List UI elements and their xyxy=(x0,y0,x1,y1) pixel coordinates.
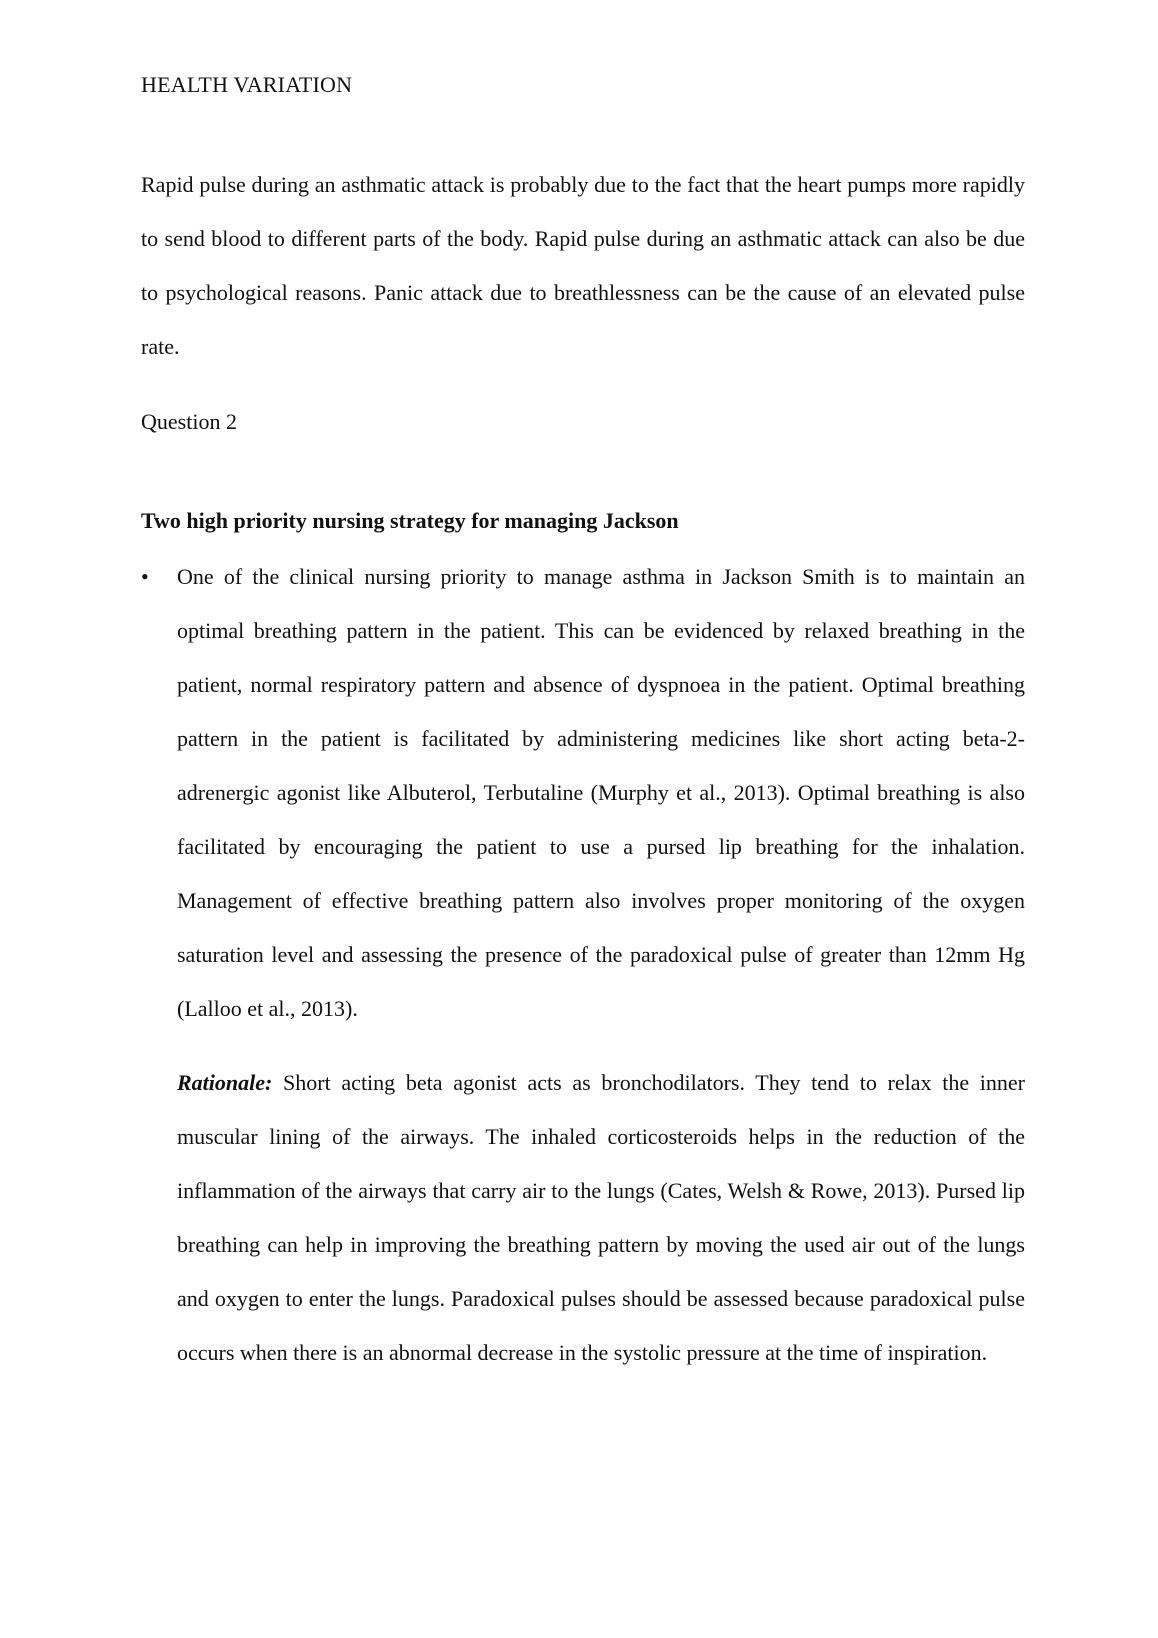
running-head: HEALTH VARIATION xyxy=(141,72,353,97)
bullet-icon: • xyxy=(141,564,149,589)
bullet-list xyxy=(141,550,1025,1036)
list-item xyxy=(141,550,1025,1036)
rationale-text: Short acting beta agonist acts as bronchodilators. They tend to relax the inner muscular lining of the airways. The inhaled corticosteroids helps in the reduction of the inflammation of the airways that carry air to the lungs (Cates, Welsh & Rowe, 2013). Pursed lip breathing can help in improving the breathing pattern by moving the used air out of the lungs and oxygen to enter the lungs. Paradoxical pulses should be assessed because paradoxical pulse occurs when there is an abnormal decrease in the systolic pressure at the time of inspiration. xyxy=(177,1070,1025,1365)
section-heading: Two high priority nursing strategy for managing Jackson xyxy=(141,508,679,533)
body-paragraph: Rapid pulse during an asthmatic attack is probably due to the fact that the heart pumps more rapidly to send blood to different parts of the body. Rapid pulse during an asthmatic attack can also be due to psychological reasons. Panic attack due to breathlessness can be the cause of an elevated pulse rate. xyxy=(141,172,1025,359)
list-item-text: One of the clinical nursing priority to manage asthma in Jackson Smith is to maintain an optimal breathing pattern in the patient. This can be evidenced by relaxed breathing in the patient, normal respiratory pattern and absence of dyspnoea in the patient. Optimal breathing pattern in the patient is facilitated by administering medicines like short acting beta-2-adrenergic agonist like Albuterol, Terbutaline (Murphy et al., 2013). Optimal breathing is also facilitated by encouraging the patient to use a pursed lip breathing for the inhalation. Management of effective breathing pattern also involves proper monitoring of the oxygen saturation level and assessing the presence of the paradoxical pulse of greater than 12mm Hg (Lalloo et al., 2013). xyxy=(177,564,1025,1021)
rationale-paragraph xyxy=(177,1056,1025,1380)
question-label: Question 2 xyxy=(141,409,237,434)
rationale-label: Rationale: xyxy=(177,1070,273,1095)
